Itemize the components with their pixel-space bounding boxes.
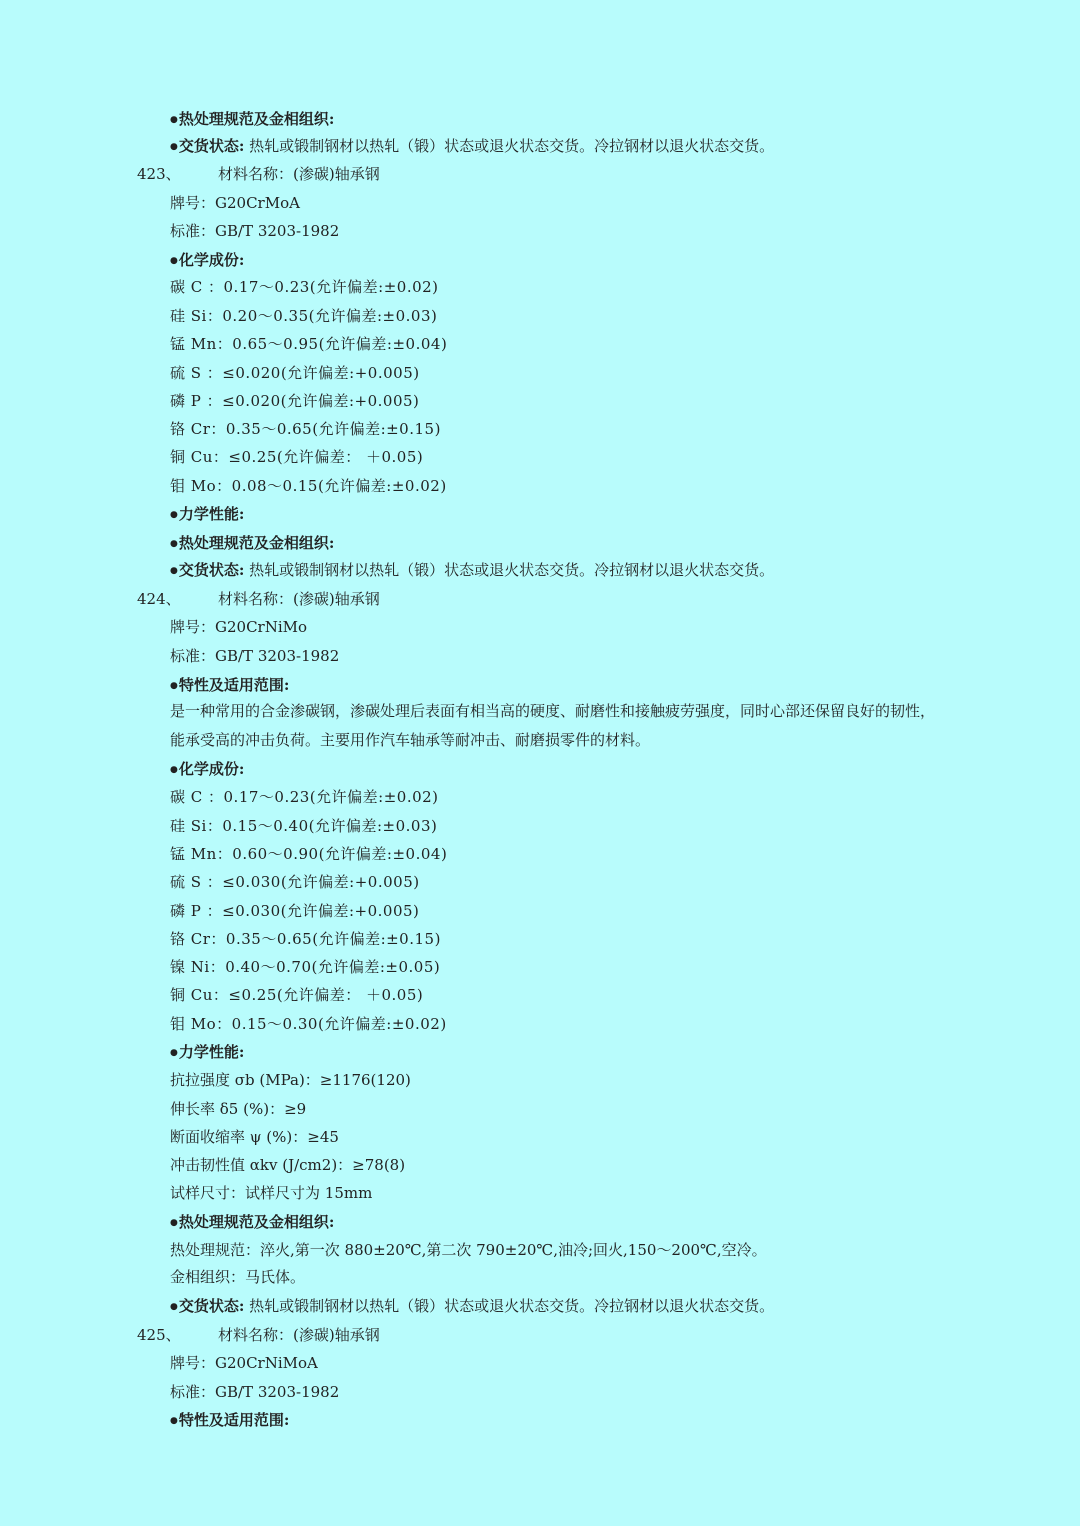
s424-mech-heading: ● 力学性能: — [170, 1043, 244, 1062]
s423-chem-heading: ● 化学成份: — [170, 251, 244, 270]
s424-mech-tensile: 抗拉强度 σb (MPa)：≥1176(120) — [170, 1071, 411, 1089]
s424-chem-c: 碳 C ：0.17～0.23(允许偏差:±0.02) — [170, 788, 439, 806]
s423-delivery-label: ● 交货状态: — [170, 561, 244, 579]
s423-mech-heading: ● 力学性能: — [170, 505, 244, 524]
s424-delivery-label: ● 交货状态: — [170, 1297, 244, 1315]
s424-feature-text-2: 能承受高的冲击负荷。主要用作汽车轴承等耐冲击、耐磨损零件的材料。 — [170, 731, 651, 749]
s423-heat-heading: ● 热处理规范及金相组织: — [170, 534, 334, 553]
s423-chem-cu: 铜 Cu：≤0.25(允许偏差： ＋0.05) — [170, 448, 424, 466]
s424-feature-heading: ● 特性及适用范围: — [170, 676, 289, 695]
s424-chem-si: 硅 Si：0.15～0.40(允许偏差:±0.03) — [170, 817, 438, 835]
s423-chem-p: 磷 P ：≤0.020(允许偏差:+0.005) — [170, 392, 420, 410]
s423-delivery-row — [170, 561, 774, 580]
s424-chem-s: 硫 S ：≤0.030(允许偏差:+0.005) — [170, 873, 420, 891]
s423-material-name: 材料名称：(渗碳)轴承钢 — [218, 165, 380, 183]
s424-standard: 标准：GB/T 3203-1982 — [170, 647, 340, 665]
s424-heat-heading: ● 热处理规范及金相组织: — [170, 1213, 334, 1232]
s424-chem-mo: 钼 Mo：0.15～0.30(允许偏差:±0.02) — [170, 1015, 447, 1033]
s424-material-name: 材料名称：(渗碳)轴承钢 — [218, 590, 380, 608]
s423-chem-cr: 铬 Cr：0.35～0.65(允许偏差:±0.15) — [170, 420, 441, 438]
s424-chem-mn: 锰 Mn：0.60～0.90(允许偏差:±0.04) — [170, 845, 448, 863]
s425-feature-heading: ● 特性及适用范围: — [170, 1411, 289, 1430]
s424-chem-ni: 镍 Ni：0.40～0.70(允许偏差:±0.05) — [170, 958, 441, 976]
s423-standard: 标准：GB/T 3203-1982 — [170, 222, 340, 240]
s423-grade: 牌号：G20CrMoA — [170, 194, 300, 212]
s424-delivery-text: 热轧或锻制钢材以热轧（锻）状态或退火状态交货。冷拉钢材以退火状态交货。 — [244, 1297, 775, 1315]
s425-number: 425、 — [137, 1326, 181, 1344]
s424-heat-spec: 热处理规范：淬火,第一次 880±20℃,第二次 790±20℃,油冷;回火,150～200℃,空冷。 — [170, 1241, 767, 1259]
s424-metallography: 金相组织：马氏体。 — [170, 1268, 306, 1286]
s424-feature-text-1: 是一种常用的合金渗碳钢，渗碳处理后表面有相当高的硬度、耐磨性和接触疲劳强度，同时心部还保留良好的韧性， — [170, 702, 936, 720]
s423-chem-c: 碳 C ：0.17～0.23(允许偏差:±0.02) — [170, 278, 439, 296]
s423-chem-si: 硅 Si：0.20～0.35(允许偏差:±0.03) — [170, 307, 438, 325]
s423-number: 423、 — [137, 165, 181, 183]
s424-grade: 牌号：G20CrNiMo — [170, 618, 308, 636]
s424-mech-reduction: 断面收缩率 ψ (%)：≥45 — [170, 1128, 339, 1146]
s424-mech-elongation: 伸长率 δ5 (%)：≥9 — [170, 1100, 307, 1118]
s422-delivery-text: 热轧或锻制钢材以热轧（锻）状态或退火状态交货。冷拉钢材以退火状态交货。 — [244, 137, 775, 155]
s424-mech-sample: 试样尺寸：试样尺寸为 15mm — [170, 1184, 373, 1202]
s424-delivery-row — [170, 1297, 774, 1316]
s425-standard: 标准：GB/T 3203-1982 — [170, 1383, 340, 1401]
s423-chem-mo: 钼 Mo：0.08～0.15(允许偏差:±0.02) — [170, 477, 447, 495]
s424-chem-cr: 铬 Cr：0.35～0.65(允许偏差:±0.15) — [170, 930, 441, 948]
s422-delivery-label: ● 交货状态: — [170, 137, 244, 155]
s424-mech-impact: 冲击韧性值 αkv (J/cm2)：≥78(8) — [170, 1156, 406, 1174]
s423-chem-s: 硫 S ：≤0.020(允许偏差:+0.005) — [170, 364, 420, 382]
s425-material-name: 材料名称：(渗碳)轴承钢 — [218, 1326, 380, 1344]
s424-chem-heading: ● 化学成份: — [170, 760, 244, 779]
s424-chem-cu: 铜 Cu：≤0.25(允许偏差： ＋0.05) — [170, 986, 424, 1004]
s423-delivery-text: 热轧或锻制钢材以热轧（锻）状态或退火状态交货。冷拉钢材以退火状态交货。 — [244, 561, 775, 579]
s424-number: 424、 — [137, 590, 181, 608]
s423-chem-mn: 锰 Mn：0.65～0.95(允许偏差:±0.04) — [170, 335, 448, 353]
s425-grade: 牌号：G20CrNiMoA — [170, 1354, 318, 1372]
s422-heat-heading: ● 热处理规范及金相组织: — [170, 110, 334, 129]
s422-delivery-row — [170, 137, 774, 156]
s424-chem-p: 磷 P ：≤0.030(允许偏差:+0.005) — [170, 902, 420, 920]
